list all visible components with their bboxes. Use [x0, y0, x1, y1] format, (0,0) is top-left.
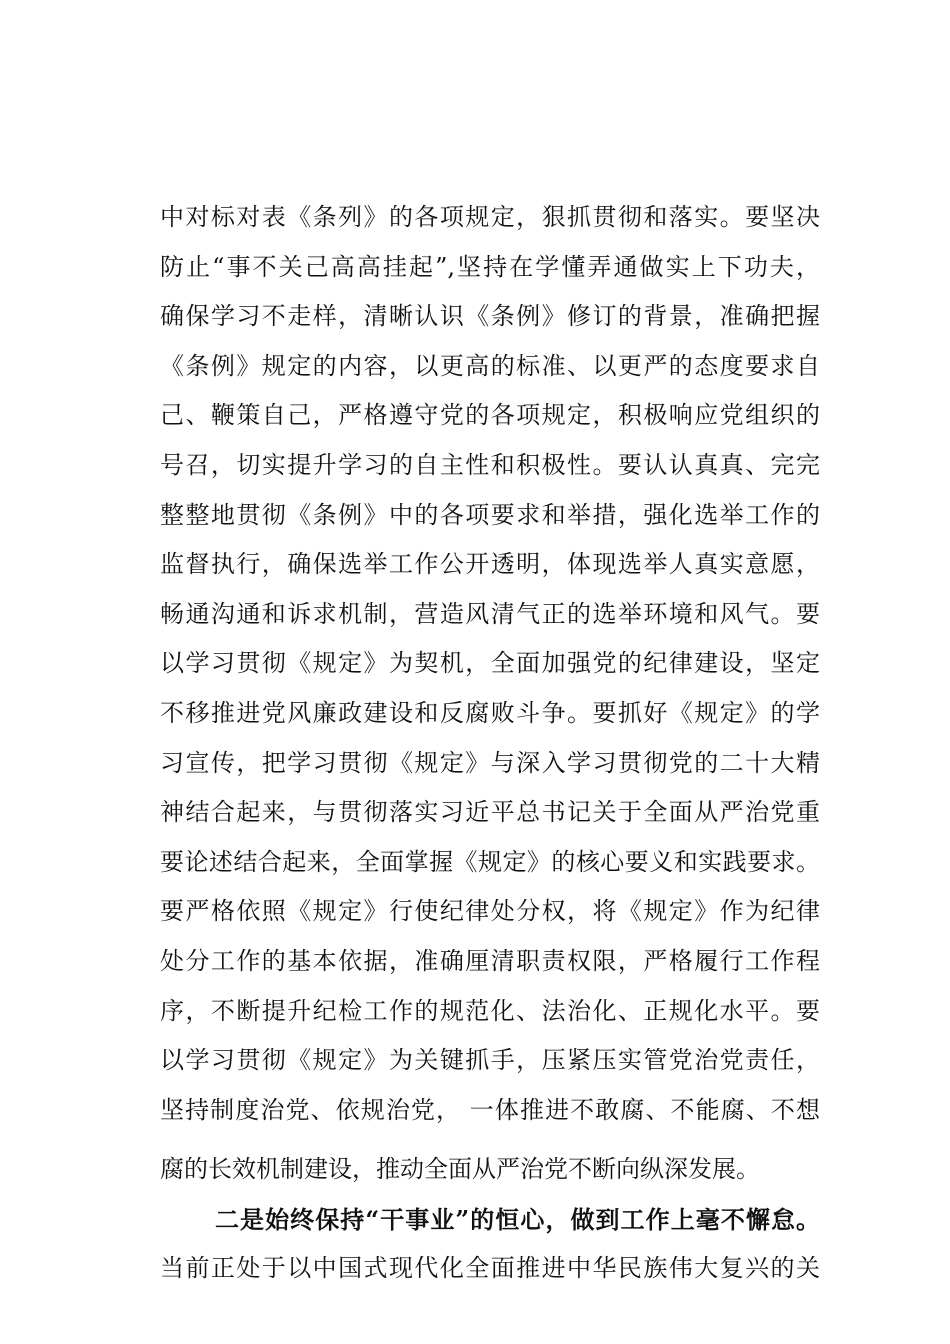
text-line: 己、鞭策自己，严格遵守党的各项规定，积极响应党组织的 — [160, 401, 820, 430]
text-line: 以学习贯彻《规定》为关键抓手，压紧压实管党治党责任， — [160, 1046, 820, 1075]
body-text — [160, 193, 820, 1294]
text-line: 整整地贯彻《条例》中的各项要求和举措，强化选举工作的 — [160, 500, 820, 529]
text-line: 以学习贯彻《规定》为契机，全面加强党的纪律建设，坚定 — [160, 649, 820, 678]
text-line: 要论述结合起来，全面掌握《规定》的核心要义和实践要求。 — [160, 847, 820, 876]
text-line: 处分工作的基本依据，准确厘清职责权限，严格履行工作程 — [160, 946, 820, 975]
text-line-paragraph-end: 腐的长效机制建设，推动全面从严治党不断向纵深发展。 — [160, 1155, 760, 1184]
text-line: 要严格依照《规定》行使纪律处分权，将《规定》作为纪律 — [160, 897, 820, 926]
text-line: 防止“事不关己高高挂起”,坚持在学懂弄通做实上下功夫， — [160, 252, 820, 281]
text-line: 序，不断提升纪检工作的规范化、法治化、正规化水平。要 — [160, 996, 820, 1025]
text-line: 不移推进党风廉政建设和反腐败斗争。要抓好《规定》的学 — [160, 698, 820, 727]
text-line: 习宣传，把学习贯彻《规定》与深入学习贯彻党的二十大精 — [160, 748, 820, 777]
text-line: 确保学习不走样，清晰认识《条例》修订的背景，准确把握 — [160, 302, 820, 331]
text-line: 号召，切实提升学习的自主性和积极性。要认认真真、完完 — [160, 450, 820, 479]
text-line: 当前正处于以中国式现代化全面推进中华民族伟大复兴的关 — [160, 1254, 820, 1283]
section-heading: 二是始终保持“干事业”的恒心，做到工作上毫不懈怠。 — [215, 1204, 820, 1234]
text-line: 神结合起来，与贯彻落实习近平总书记关于全面从严治党重 — [160, 798, 820, 827]
text-line: 坚持制度治党、依规治党， 一体推进不敢腐、不能腐、不想 — [160, 1095, 820, 1124]
text-line: 《条例》规定的内容，以更高的标准、以更严的态度要求自 — [160, 351, 820, 380]
text-line: 畅通沟通和诉求机制，营造风清气正的选举环境和风气。要 — [160, 599, 820, 628]
text-line: 监督执行，确保选举工作公开透明，体现选举人真实意愿， — [160, 550, 820, 579]
text-line: 中对标对表《条列》的各项规定，狠抓贯彻和落实。要坚决 — [160, 203, 820, 231]
